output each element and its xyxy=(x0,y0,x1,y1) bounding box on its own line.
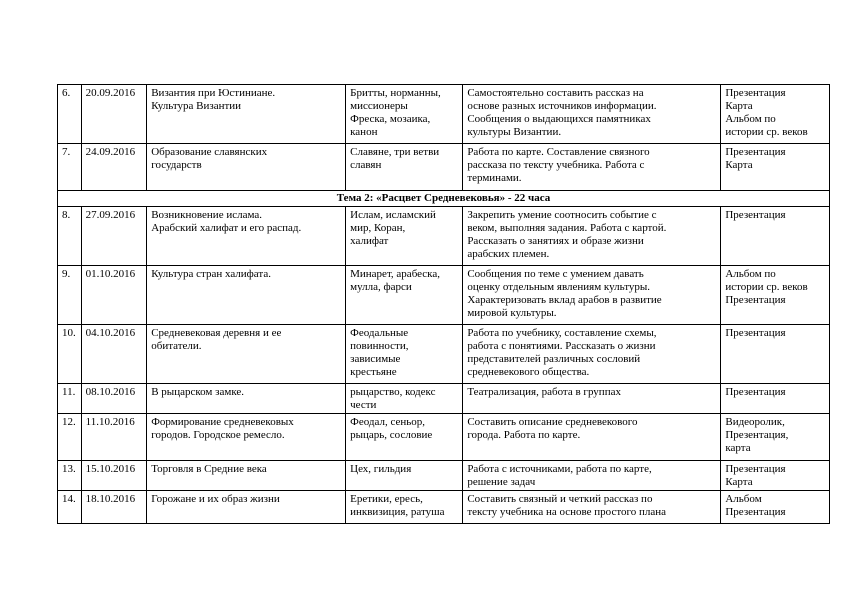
table-row xyxy=(58,384,830,414)
lesson-date: 24.09.2016 xyxy=(81,144,147,191)
lesson-activities-line: оценку отдельным явлениям культуры. xyxy=(467,281,651,293)
lesson-topic xyxy=(147,325,346,384)
lesson-terms-line: мулла, фарси xyxy=(350,281,412,293)
lesson-resources xyxy=(721,384,830,414)
lesson-terms-line: рыцарство, кодекс xyxy=(350,386,436,398)
lesson-terms-line: миссионеры xyxy=(350,100,408,112)
lesson-terms-line: повинности, xyxy=(350,340,409,352)
lesson-resources-line: Презентация, xyxy=(725,429,789,441)
lesson-activities xyxy=(463,461,721,491)
lesson-resources xyxy=(721,325,830,384)
lesson-terms xyxy=(346,266,463,325)
lesson-activities-line: работа с понятиями. Рассказать о жизни xyxy=(467,340,656,352)
lesson-resources-line: истории ср. веков xyxy=(725,281,808,293)
lesson-terms-line: славян xyxy=(350,159,382,171)
lesson-activities-line: веком, выполняя задания. Работа с картой. xyxy=(467,222,667,234)
lesson-topic-line: обитатели. xyxy=(151,340,202,352)
lesson-topic-line: Горожане и их образ жизни xyxy=(151,493,280,505)
lesson-topic xyxy=(147,85,346,144)
table-row xyxy=(58,85,830,144)
lesson-topic-line: Культура стран халифата. xyxy=(151,268,271,280)
lesson-plan-table xyxy=(57,84,830,524)
lesson-resources-line: истории ср. веков xyxy=(725,126,808,138)
lesson-activities-line: Самостоятельно составить рассказ на xyxy=(467,87,644,99)
lesson-resources-line: Альбом по xyxy=(725,268,776,280)
lesson-activities-line: представителей различных сословий xyxy=(467,353,641,365)
lesson-resources xyxy=(721,461,830,491)
lesson-resources-line: Презентация xyxy=(725,209,786,221)
lesson-number: 14. xyxy=(58,491,82,524)
lesson-activities-line: города. Работа по карте. xyxy=(467,429,581,441)
lesson-topic xyxy=(147,207,346,266)
lesson-date: 04.10.2016 xyxy=(81,325,147,384)
lesson-date: 01.10.2016 xyxy=(81,266,147,325)
lesson-activities-line: Работа с источниками, работа по карте, xyxy=(467,463,652,475)
lesson-activities xyxy=(463,85,721,144)
lesson-terms xyxy=(346,144,463,191)
lesson-topic xyxy=(147,491,346,524)
lesson-topic-line: Образование славянских xyxy=(151,146,268,158)
lesson-terms xyxy=(346,384,463,414)
lesson-number: 13. xyxy=(58,461,82,491)
lesson-topic-line: Средневековая деревня и ее xyxy=(151,327,282,339)
table-row xyxy=(58,325,830,384)
lesson-activities-line: арабских племен. xyxy=(467,248,550,260)
lesson-activities-line: Составить связный и четкий рассказ по xyxy=(467,493,653,505)
lesson-activities-line: Сообщения о выдающихся памятниках xyxy=(467,113,651,125)
lesson-topic-line: Формирование средневековых xyxy=(151,416,294,428)
lesson-activities-line: средневекового общества. xyxy=(467,366,590,378)
lesson-date: 15.10.2016 xyxy=(81,461,147,491)
table-row xyxy=(58,491,830,524)
lesson-resources-line: Презентация xyxy=(725,506,786,518)
lesson-resources-line: Карта xyxy=(725,100,753,112)
lesson-activities-line: рассказа по тексту учебника. Работа с xyxy=(467,159,645,171)
lesson-activities-line: решение задач xyxy=(467,476,536,488)
lesson-topic xyxy=(147,384,346,414)
lesson-topic-line: Арабский халифат и его распад. xyxy=(151,222,302,234)
lesson-topic xyxy=(147,461,346,491)
lesson-terms-line: Фреска, мозаика, xyxy=(350,113,431,125)
lesson-resources-line: карта xyxy=(725,442,751,454)
lesson-activities xyxy=(463,491,721,524)
lesson-terms-line: Бритты, норманны, xyxy=(350,87,441,99)
lesson-activities xyxy=(463,325,721,384)
lesson-activities xyxy=(463,414,721,461)
lesson-resources-line: Презентация xyxy=(725,146,786,158)
lesson-activities-line: мировой культуры. xyxy=(467,307,557,319)
lesson-activities-line: Характеризовать вклад арабов в развитие xyxy=(467,294,662,306)
lesson-resources-line: Альбом по xyxy=(725,113,776,125)
lesson-resources xyxy=(721,266,830,325)
lesson-terms xyxy=(346,414,463,461)
lesson-activities-line: культуры Византии. xyxy=(467,126,562,138)
lesson-topic-line: Культура Византии xyxy=(151,100,242,112)
lesson-topic xyxy=(147,144,346,191)
lesson-terms-line: Славяне, три ветви xyxy=(350,146,440,158)
lesson-activities xyxy=(463,266,721,325)
lesson-resources-line: Презентация xyxy=(725,327,786,339)
lesson-activities-line: Составить описание средневекового xyxy=(467,416,638,428)
lesson-number: 6. xyxy=(58,85,82,144)
lesson-resources-line: Презентация xyxy=(725,386,786,398)
lesson-date: 20.09.2016 xyxy=(81,85,147,144)
lesson-terms xyxy=(346,461,463,491)
lesson-resources-line: Презентация xyxy=(725,87,786,99)
table-row xyxy=(58,461,830,491)
lesson-activities-line: тексту учебника на основе простого плана xyxy=(467,506,667,518)
lesson-terms-line: Еретики, ересь, xyxy=(350,493,423,505)
lesson-terms-line: инквизиция, ратуша xyxy=(350,506,445,518)
lesson-terms xyxy=(346,491,463,524)
lesson-terms-line: Цех, гильдия xyxy=(350,463,412,475)
lesson-terms-line: чести xyxy=(350,399,377,411)
lesson-activities xyxy=(463,384,721,414)
table-row xyxy=(58,207,830,266)
lesson-terms-line: зависимые xyxy=(350,353,401,365)
lesson-resources-line: Видеоролик, xyxy=(725,416,785,428)
table-row xyxy=(58,266,830,325)
lesson-terms-line: Феодальные xyxy=(350,327,409,339)
table-row xyxy=(58,414,830,461)
lesson-terms-line: канон xyxy=(350,126,378,138)
lesson-terms-line: мир, Коран, xyxy=(350,222,406,234)
lesson-activities-line: терминами. xyxy=(467,172,522,184)
lesson-terms-line: крестьяне xyxy=(350,366,397,378)
lesson-topic-line: В рыцарском замке. xyxy=(151,386,245,398)
lesson-date: 27.09.2016 xyxy=(81,207,147,266)
lesson-number: 9. xyxy=(58,266,82,325)
section-title: Тема 2: «Расцвет Средневековья» - 22 часа xyxy=(58,191,830,207)
lesson-number: 7. xyxy=(58,144,82,191)
lesson-topic-line: Торговля в Средние века xyxy=(151,463,267,475)
section-heading-row xyxy=(58,191,830,207)
lesson-resources-line: Презентация xyxy=(725,463,786,475)
lesson-terms-line: Феодал, сеньор, xyxy=(350,416,425,428)
lesson-activities-line: Работа по учебнику, составление схемы, xyxy=(467,327,657,339)
lesson-terms xyxy=(346,85,463,144)
lesson-topic xyxy=(147,266,346,325)
lesson-date: 11.10.2016 xyxy=(81,414,147,461)
lesson-resources xyxy=(721,414,830,461)
lesson-plan-body xyxy=(58,85,830,524)
lesson-terms-line: халифат xyxy=(350,235,389,247)
lesson-terms-line: Ислам, исламский xyxy=(350,209,436,221)
lesson-activities-line: основе разных источников информации. xyxy=(467,100,657,112)
lesson-activities-line: Работа по карте. Составление связного xyxy=(467,146,650,158)
lesson-resources xyxy=(721,491,830,524)
lesson-number: 8. xyxy=(58,207,82,266)
lesson-resources-line: Карта xyxy=(725,159,753,171)
lesson-number: 10. xyxy=(58,325,82,384)
lesson-topic-line: городов. Городское ремесло. xyxy=(151,429,285,441)
lesson-date: 08.10.2016 xyxy=(81,384,147,414)
lesson-resources-line: Презентация xyxy=(725,294,786,306)
lesson-activities-line: Рассказать о занятиях и образе жизни xyxy=(467,235,644,247)
lesson-topic xyxy=(147,414,346,461)
lesson-resources xyxy=(721,207,830,266)
lesson-resources xyxy=(721,144,830,191)
lesson-resources xyxy=(721,85,830,144)
lesson-terms-line: рыцарь, сословие xyxy=(350,429,433,441)
lesson-activities-line: Театрализация, работа в группах xyxy=(467,386,621,398)
table-row xyxy=(58,144,830,191)
lesson-activities-line: Закрепить умение соотносить событие с xyxy=(467,209,657,221)
lesson-activities-line: Сообщения по теме с умением давать xyxy=(467,268,644,280)
lesson-activities xyxy=(463,144,721,191)
lesson-terms xyxy=(346,207,463,266)
lesson-topic-line: Возникновение ислама. xyxy=(151,209,262,221)
lesson-number: 11. xyxy=(58,384,82,414)
lesson-topic-line: государств xyxy=(151,159,202,171)
lesson-terms-line: Минарет, арабеска, xyxy=(350,268,440,280)
lesson-number: 12. xyxy=(58,414,82,461)
lesson-resources-line: Альбом xyxy=(725,493,762,505)
lesson-topic-line: Византия при Юстиниане. xyxy=(151,87,276,99)
lesson-activities xyxy=(463,207,721,266)
lesson-terms xyxy=(346,325,463,384)
lesson-resources-line: Карта xyxy=(725,476,753,488)
lesson-date: 18.10.2016 xyxy=(81,491,147,524)
